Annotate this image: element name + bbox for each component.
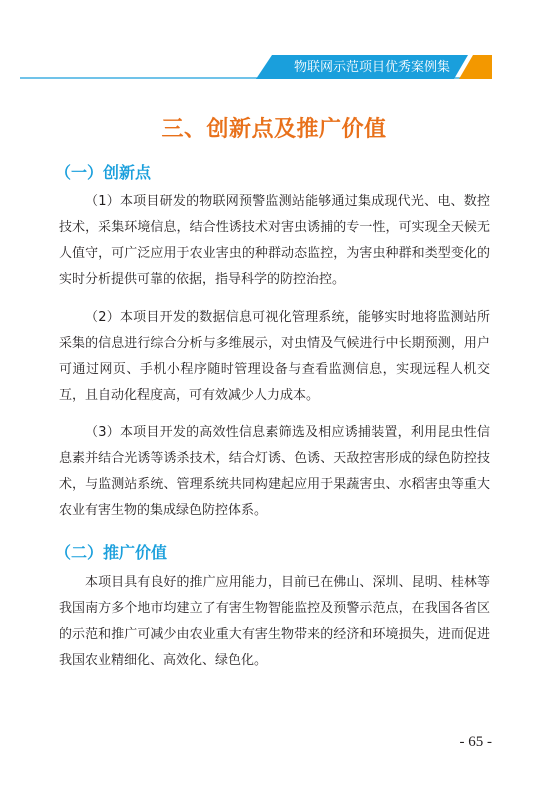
page-number: - 65 - bbox=[459, 734, 492, 750]
header-top-line bbox=[0, 0, 548, 36]
promotion-paragraph-1: 本项目具有良好的推广应用能力，目前已在佛山、深圳、昆明、桂林等我国南方多个地市均建立了有害生物智能监控及预警示范点，在我国各省区的示范和推广可减少由农业重大有害生物带来的经济和环境损失，进而促进我国农业精细化、高效化、绿色化。 bbox=[59, 575, 490, 668]
innovation-paragraph-1: （1）本项目研发的物联网预警监测站能够通过集成现代光、电、数控技术，采集环境信息，结合性诱技术对害虫诱捕的专一性，可实现全天候无人值守，可广泛应用于农业害虫的种群动态监控，为害虫种群和类型变化的实时分析提供可靠的依据，指导科学的防控治控。 bbox=[59, 194, 490, 287]
innovation-paragraph-2: （2）本项目开发的数据信息可视化管理系统，能够实时地将监测站所采集的信息进行综合分析与多维展示，对虫情及气候进行中长期预测，用户可通过网页、手机小程序随时管理设备与查看监测信息，实现远程人机交互，且自动化程度高，可有效减少人力成本。 bbox=[59, 310, 490, 403]
innovation-paragraph-3: （3）本项目开发的高效性信息素筛选及相应诱捕装置，利用昆虫性信息素并结合光诱等诱杀技术，结合灯诱、色诱、天敌控害形成的绿色防控技术，与监测站系统、管理系统共同构建起应用于果蔬害虫、水稻害虫等重大农业有害生物的集成绿色防控体系。 bbox=[59, 425, 490, 518]
promotion-heading: （二）推广价值 bbox=[55, 543, 168, 562]
innovation-heading: （一）创新点 bbox=[55, 163, 152, 182]
header-title: 物联网示范项目优秀案例集 bbox=[293, 60, 450, 75]
header-decoration bbox=[0, 0, 548, 80]
section-title: 三、创新点及推广价值 bbox=[161, 116, 387, 142]
